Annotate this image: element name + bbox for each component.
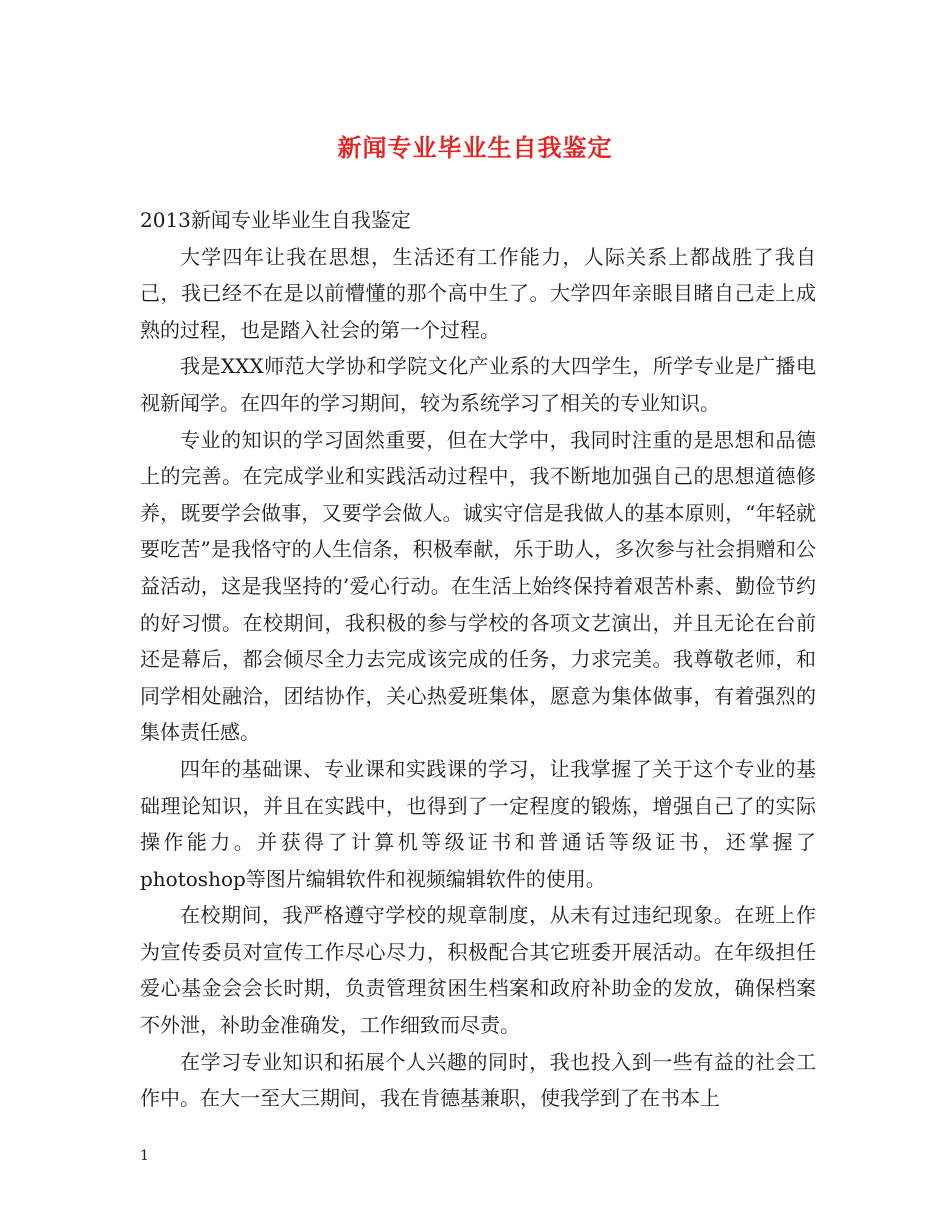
page-number: 1: [140, 1148, 149, 1164]
paragraph: 在学习专业知识和拓展个人兴趣的同时，我也投入到一些有益的社会工作中。在大一至大三期间，我在肯德基兼职，使我学到了在书本上: [140, 1049, 816, 1111]
paragraph: 在校期间，我严格遵守学校的规章制度，从未有过违纪现象。在班上作为宣传委员对宣传工作尽心尽力，积极配合其它班委开展活动。在年级担任爱心基金会会长时期，负责管理贫困生档案和政府补助金的发放，确保档案不外泄，补助金准确发，工作细致而尽责。: [140, 903, 816, 1038]
paragraph: 专业的知识的学习固然重要，但在大学中，我同时注重的是思想和品德上的完善。在完成学业和实践活动过程中，我不断地加强自己的思想道德修养，既要学会做事，又要学会做人。诚实守信是我做人的基本原则，“年轻就要吃苦”是我恪守的人生信条，积极奉献，乐于助人，多次参与社会捐赠和公益活动，这是我坚持的’爱心行动。在生活上始终保持着艰苦朴素、勤俭节约的好习惯。在校期间，我积极的参与学校的各项文艺演出，并且无论在台前还是幕后，都会倾尽全力去完成该完成的任务，力求完美。我尊敬老师，和同学相处融洽，团结协作，关心热爱班集体，愿意为集体做事，有着强烈的集体责任感。: [140, 427, 816, 745]
document-title: 新闻专业毕业生自我鉴定: [337, 133, 613, 162]
paragraph: 四年的基础课、专业课和实践课的学习，让我掌握了关于这个专业的基础理论知识，并且在实践中，也得到了一定程度的锻炼，增强自己了的实际操作能力。并获得了计算机等级证书和普通话等级证书，还掌握了photoshop等图片编辑软件和视频编辑软件的使用。: [140, 756, 816, 891]
document-subtitle: 2013新闻专业毕业生自我鉴定: [140, 208, 411, 232]
document-body: [140, 202, 816, 1117]
paragraph: 大学四年让我在思想，生活还有工作能力，人际关系上都战胜了我自己，我已经不在是以前懵懂的那个高中生了。大学四年亲眼目睹自己走上成熟的过程，也是踏入社会的第一个过程。: [140, 244, 816, 342]
paragraph: 我是XXX师范大学协和学院文化产业系的大四学生，所学专业是广播电视新闻学。在四年的学习期间，较为系统学习了相关的专业知识。: [140, 354, 816, 415]
